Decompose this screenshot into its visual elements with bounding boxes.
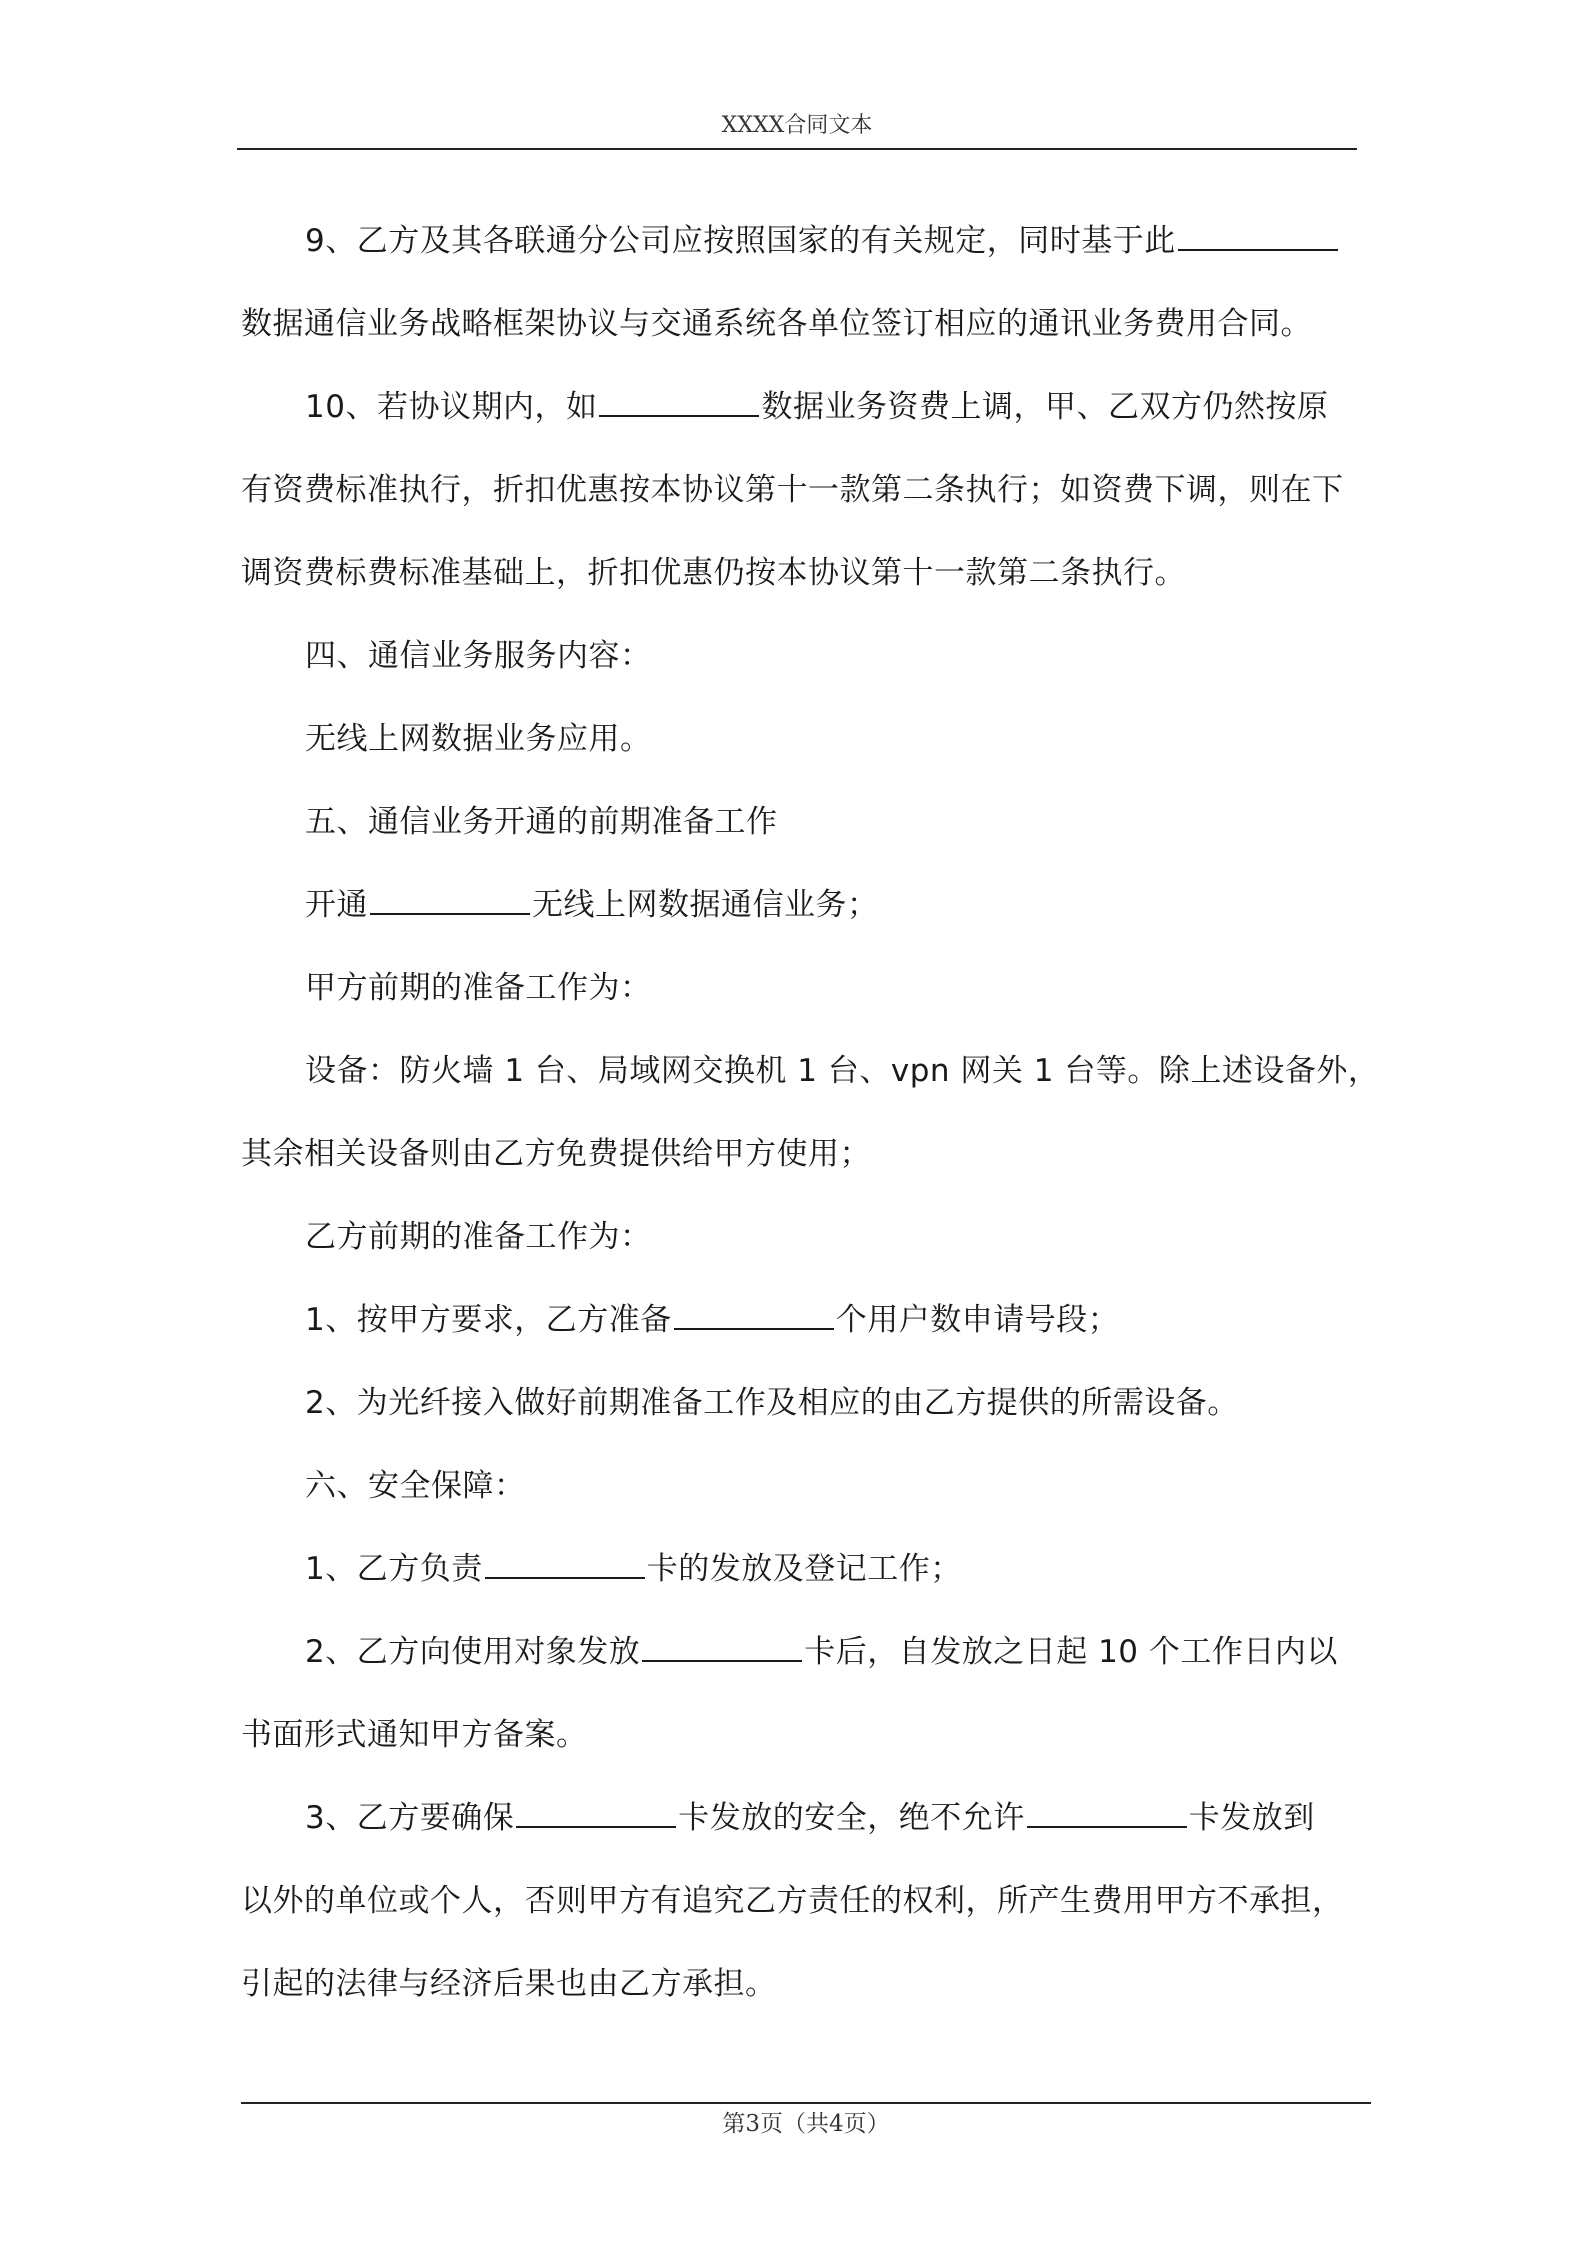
text: 1、乙方负责 (305, 1551, 483, 1587)
fill-blank[interactable] (1027, 1798, 1187, 1828)
text: 10、若协议期内，如 (305, 389, 598, 425)
text: 开通 (305, 887, 368, 923)
text: 卡发放到 (1188, 1800, 1315, 1836)
text: 个用户数申请号段； (835, 1302, 1120, 1338)
party-b-title (241, 1196, 1357, 1279)
text: 设备：防火墙 1 台、局域网交换机 1 台、vpn 网关 1 台等。除上述设备外， (305, 1053, 1380, 1089)
section-5-title (241, 781, 1357, 864)
security-item-3-cont (241, 1860, 1357, 1943)
text: 数据业务资费上调，甲、乙双方仍然按原 (761, 389, 1329, 425)
security-item-3 (241, 1777, 1357, 1860)
section-4-body (241, 698, 1357, 781)
text: 9、乙方及其各联通分公司应按照国家的有关规定，同时基于此 (305, 223, 1176, 259)
security-item-2 (241, 1611, 1357, 1694)
party-b-item-1 (241, 1279, 1357, 1362)
fill-blank[interactable] (642, 1632, 802, 1662)
text: 卡后，自发放之日起 10 个工作日内以 (804, 1634, 1338, 1670)
text: 卡发放的安全，绝不允许 (678, 1800, 1025, 1836)
section-6-title (241, 1445, 1357, 1528)
paragraph-10 (241, 366, 1357, 449)
fill-blank[interactable] (599, 387, 759, 417)
text: 六、安全保障： (305, 1468, 526, 1504)
fill-blank[interactable] (1178, 221, 1338, 251)
page-number: 第3页（共4页） (722, 2111, 890, 2137)
equipment-line-1 (241, 1030, 1380, 1113)
fill-blank[interactable] (485, 1549, 645, 1579)
text: 其余相关设备则由乙方免费提供给甲方使用； (241, 1136, 871, 1172)
security-item-3-cont2 (241, 1943, 1357, 2026)
section-4-title (241, 615, 1357, 698)
text: 有资费标准执行，折扣优惠按本协议第十一款第二条执行；如资费下调，则在下 (241, 472, 1344, 508)
text: 乙方前期的准备工作为： (305, 1219, 652, 1255)
paragraph-10-cont (241, 449, 1357, 532)
fill-blank[interactable] (516, 1798, 676, 1828)
fill-blank[interactable] (674, 1300, 834, 1330)
text: 甲方前期的准备工作为： (305, 970, 652, 1006)
page-header (237, 104, 1357, 150)
paragraph-10-cont2 (241, 532, 1357, 615)
text: 以外的单位或个人，否则甲方有追究乙方责任的权利，所产生费用甲方不承担， (241, 1883, 1344, 1919)
text: 卡的发放及登记工作； (646, 1551, 962, 1587)
text: 无线上网数据通信业务； (532, 887, 879, 923)
text: 书面形式通知甲方备案。 (241, 1717, 588, 1753)
text: 调资费标费标准基础上，折扣优惠仍按本协议第十一款第二条执行。 (241, 555, 1186, 591)
security-item-1 (241, 1528, 1357, 1611)
security-item-2-cont (241, 1694, 1357, 1777)
paragraph-9-cont (241, 283, 1357, 366)
party-b-item-2 (241, 1362, 1357, 1445)
equipment-line-2 (241, 1113, 1357, 1196)
text: 1、按甲方要求，乙方准备 (305, 1302, 672, 1338)
page-footer (241, 2102, 1371, 2144)
text: 四、通信业务服务内容： (305, 638, 652, 674)
section-5-open (241, 864, 1357, 947)
fill-blank[interactable] (370, 885, 530, 915)
text: 2、为光纤接入做好前期准备工作及相应的由乙方提供的所需设备。 (305, 1385, 1239, 1421)
header-title: XXXX合同文本 (721, 113, 873, 138)
party-a-title (241, 947, 1357, 1030)
text: 2、乙方向使用对象发放 (305, 1634, 641, 1670)
document-body (241, 200, 1380, 2026)
text: 五、通信业务开通的前期准备工作 (305, 804, 778, 840)
text: 无线上网数据业务应用。 (305, 721, 652, 757)
text: 数据通信业务战略框架协议与交通系统各单位签订相应的通讯业务费用合同。 (241, 306, 1312, 342)
text: 3、乙方要确保 (305, 1800, 515, 1836)
paragraph-9 (241, 200, 1357, 283)
text: 引起的法律与经济后果也由乙方承担。 (241, 1966, 777, 2002)
